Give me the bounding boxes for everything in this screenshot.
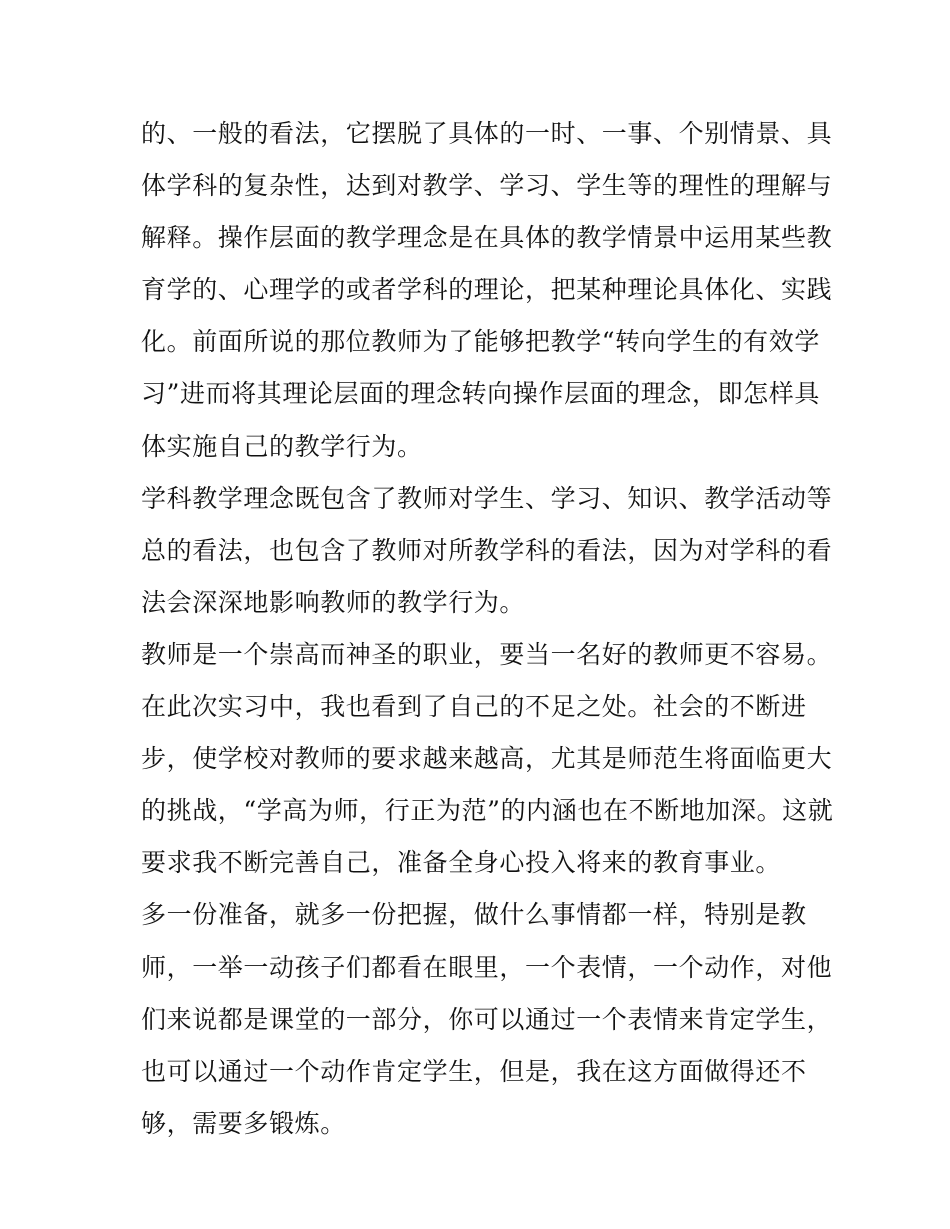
- text-line: 在此次实习中，我也看到了自己的不足之处。社会的不断进: [141, 692, 807, 722]
- text-line: 步，使学校对教师的要求越来越高，尤其是师范生将面临更大: [141, 744, 833, 774]
- text-line: 体学科的复杂性，达到对教学、学习、学生等的理性的理解与: [141, 171, 833, 201]
- text-line: 要求我不断完善自己，准备全身心投入将来的教育事业。: [141, 848, 782, 878]
- text-line: 的挑战，“学高为师，行正为范”的内涵也在不断地加深。这就: [141, 796, 834, 826]
- text-line: 习”进而将其理论层面的理念转向操作层面的理念，即怎样具: [141, 379, 820, 409]
- text-line: 化。前面所说的那位教师为了能够把教学“转向学生的有效学: [141, 327, 820, 357]
- text-line: 师，一举一动孩子们都看在眼里，一个表情，一个动作，对他: [141, 952, 833, 982]
- text-line: 教师是一个崇高而神圣的职业，要当一名好的教师更不容易。: [141, 639, 833, 669]
- text-line: 学科教学理念既包含了教师对学生、学习、知识、教学活动等: [141, 483, 833, 513]
- text-line: 的、一般的看法，它摆脱了具体的一时、一事、个别情景、具: [141, 119, 833, 148]
- text-line: 多一份准备，就多一份把握，做什么事情都一样，特别是教: [141, 900, 807, 930]
- text-line: 总的看法，也包含了教师对所教学科的看法，因为对学科的看: [141, 535, 833, 565]
- text-line: 法会深深地影响教师的教学行为。: [141, 587, 526, 617]
- document-body-text: [141, 108, 834, 1150]
- text-line: 也可以通过一个动作肯定学生，但是，我在这方面做得还不: [141, 1056, 807, 1086]
- text-line: 们来说都是课堂的一部分，你可以通过一个表情来肯定学生，: [141, 1004, 833, 1034]
- text-line: 解释。操作层面的教学理念是在具体的教学情景中运用某些教: [141, 223, 833, 253]
- text-line: 育学的、心理学的或者学科的理论，把某种理论具体化、实践: [141, 275, 833, 305]
- text-line: 够，需要多锻炼。: [141, 1108, 346, 1138]
- text-line: 体实施自己的教学行为。: [141, 431, 423, 461]
